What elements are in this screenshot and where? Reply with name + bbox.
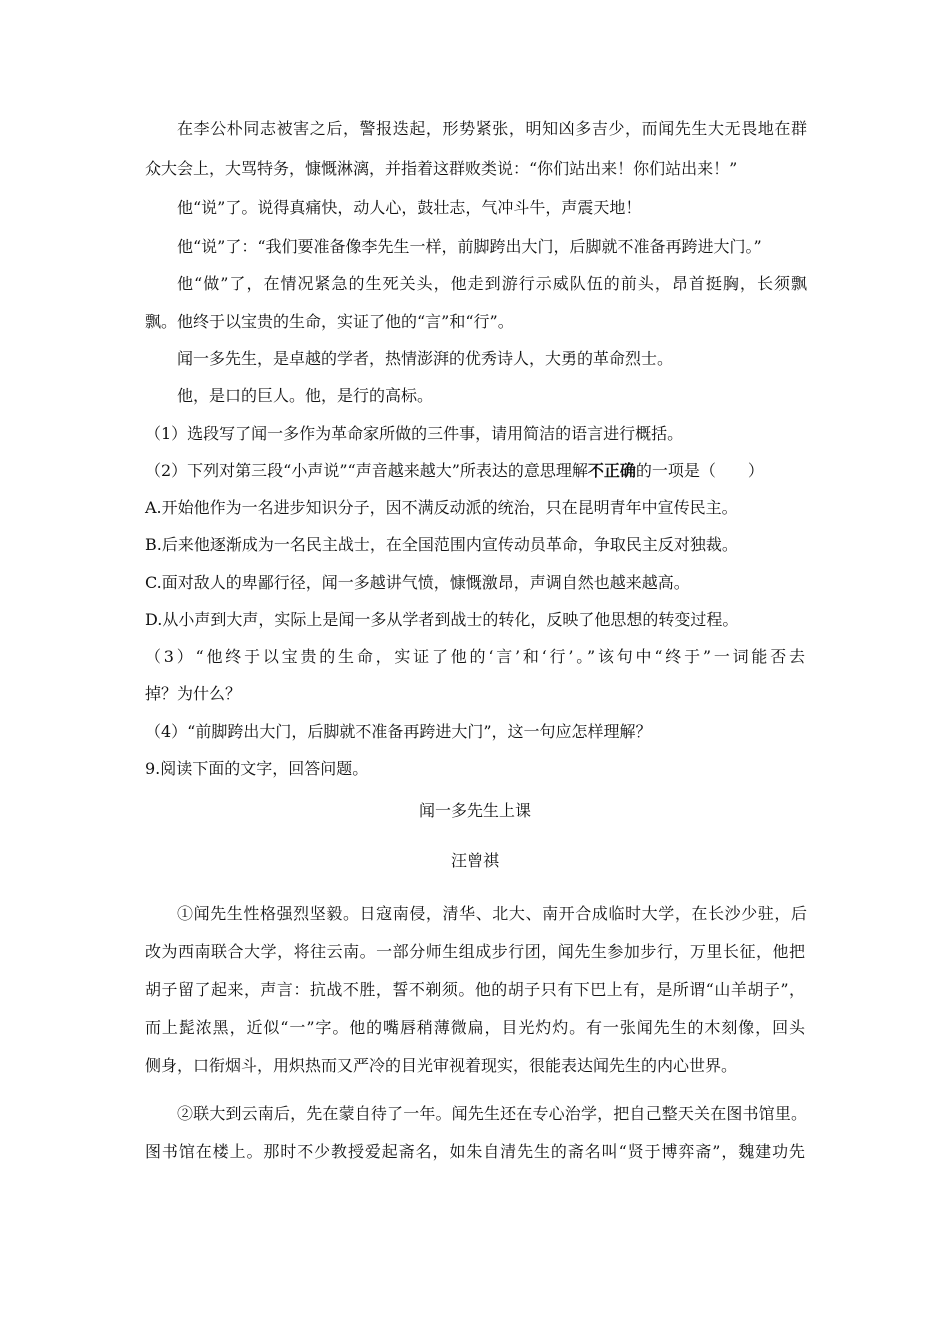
article-para1-line3: 胡子留了起来，声言：抗战不胜，誓不剃须。他的胡子只有下巴上有，是所谓“山羊胡子”， — [145, 980, 805, 999]
option-d: D.从小声到大声，实际上是闻一多从学者到战士的转化，反映了他思想的转变过程。 — [145, 610, 739, 629]
option-a: A.开始他作为一名进步知识分子，因不满反动派的统治，只在昆明青年中宣传民主。 — [145, 498, 738, 517]
question-2-emphasis: 不正确 — [587, 461, 636, 480]
passage-p3: 他“说”了：“我们要准备像李先生一样，前脚跨出大门，后脚就不准备再跨进大门。” — [177, 237, 762, 256]
question-9: 9.阅读下面的文字，回答问题。 — [145, 759, 369, 778]
question-1: （1）选段写了闻一多作为革命家所做的三件事，请用简洁的语言进行概括。 — [145, 424, 684, 443]
passage-p6: 他，是口的巨人。他，是行的高标。 — [177, 386, 434, 405]
question-3-line2: 掉？为什么？ — [145, 684, 242, 703]
article-para1-line1: ①闻先生性格强烈坚毅。日寇南侵，清华、北大、南开合成临时大学，在长沙少驻，后 — [177, 904, 807, 923]
article-para1-line2: 改为西南联合大学，将往云南。一部分师生组成步行团，闻先生参加步行，万里长征，他把 — [145, 942, 805, 961]
question-4: （4）“前脚跨出大门，后脚就不准备再跨进大门”，这一句应怎样理解？ — [145, 722, 652, 741]
question-3-line1: （3）“他终于以宝贵的生命，实证了他的‘言’和‘行’。”该句中“终于”一词能否去 — [145, 647, 805, 666]
option-b: B.后来他逐渐成为一名民主战士，在全国范围内宣传动员革命，争取民主反对独裁。 — [145, 535, 738, 554]
question-2-prefix: （2）下列对第三段“小声说”“声音越来越大”所表达的意思理解 — [145, 461, 588, 480]
article-para2-line1: ②联大到云南后，先在蒙自待了一年。闻先生还在专心治学，把自己整天关在图书馆里。 — [177, 1104, 807, 1123]
passage-p1-line1: 在李公朴同志被害之后，警报迭起，形势紧张，明知凶多吉少，而闻先生大无畏地在群 — [177, 119, 807, 138]
question-2 — [145, 460, 805, 482]
article-para1-line5: 侧身，口衔烟斗，用炽热而又严冷的目光审视着现实，很能表达闻先生的内心世界。 — [145, 1056, 738, 1075]
passage-p2: 他“说”了。说得真痛快，动人心，鼓壮志，气冲斗牛，声震天地！ — [177, 198, 642, 217]
article-para2-line2: 图书馆在楼上。那时不少教授爱起斋名，如朱自清先生的斋名叫“贤于博弈斋”，魏建功先 — [145, 1142, 805, 1161]
passage-p4-line1: 他“做”了，在情况紧急的生死关头，他走到游行示威队伍的前头，昂首挺胸，长须飘 — [177, 274, 807, 293]
option-c: C.面对敌人的卑鄙行径，闻一多越讲气愤，慷慨激昂，声调自然也越来越高。 — [145, 573, 690, 592]
passage-p1-line2: 众大会上，大骂特务，慷慨淋漓，并指着这群败类说：“你们站出来！你们站出来！” — [145, 159, 738, 178]
passage-p5: 闻一多先生，是卓越的学者，热情澎湃的优秀诗人，大勇的革命烈士。 — [177, 349, 674, 368]
question-2-suffix: 的一项是（ ） — [635, 461, 764, 480]
passage-p4-line2: 飘。他终于以宝贵的生命，实证了他的“言”和“行”。 — [145, 312, 514, 331]
article-author: 汪曾祺 — [450, 851, 499, 870]
article-title: 闻一多先生上课 — [418, 801, 531, 820]
article-para1-line4: 而上髭浓黑，近似“一”字。他的嘴唇稍薄微扁，目光灼灼。有一张闻先生的木刻像，回头 — [145, 1018, 805, 1037]
